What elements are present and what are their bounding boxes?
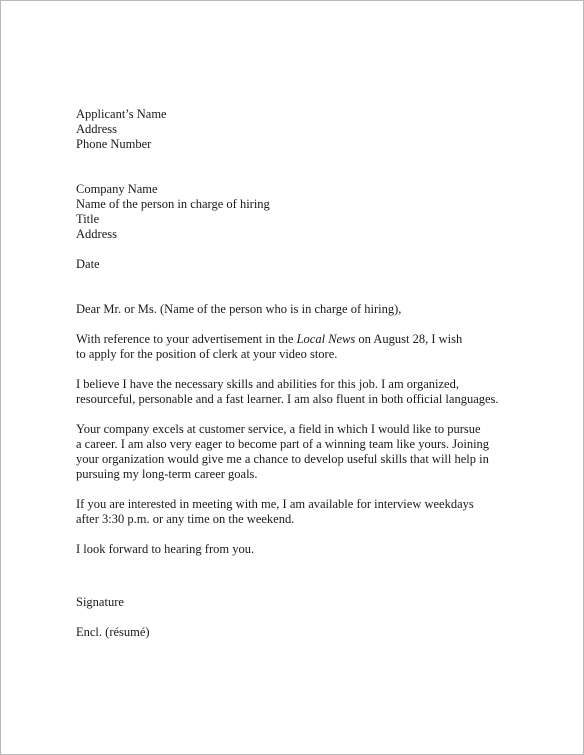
paragraph-3-line-3: your organization would give me a chance to develop useful skills that will help in — [76, 452, 489, 466]
paragraph-1 — [76, 332, 516, 362]
sender-name: Applicant’s Name — [76, 107, 167, 121]
paragraph-3-line-1: Your company excels at customer service, a field in which I would like to pursue — [76, 422, 481, 436]
salutation: Dear Mr. or Ms. (Name of the person who is in charge of hiring), — [76, 302, 402, 316]
paragraph-2-line-2: resourceful, personable and a fast learner. I am also fluent in both official languages. — [76, 392, 499, 406]
paragraph-3 — [76, 422, 516, 482]
paragraph-1-text-post: on August 28, I wish — [355, 332, 463, 346]
paragraph-2 — [76, 377, 516, 407]
paragraph-1-text-pre: With reference to your advertisement in the — [76, 332, 297, 346]
paragraph-5-line-1: I look forward to hearing from you. — [76, 542, 255, 556]
newspaper-name: Local News — [296, 332, 356, 346]
paragraph-4-line-1: If you are interested in meeting with me, I am available for interview weekdays — [76, 497, 474, 511]
sender-phone: Phone Number — [76, 137, 152, 151]
paragraph-4 — [76, 497, 516, 527]
signature: Signature — [76, 595, 124, 609]
paragraph-1-line-1 — [76, 332, 516, 347]
paragraph-4-line-2: after 3:30 p.m. or any time on the weekend. — [76, 512, 295, 526]
paragraph-5 — [76, 542, 516, 557]
paragraph-1-line-2: to apply for the position of clerk at your video store. — [76, 347, 338, 361]
sender-block — [76, 107, 516, 152]
paragraph-3-line-4: pursuing my long-term career goals. — [76, 467, 258, 481]
paragraph-2-line-1: I believe I have the necessary skills and abilities for this job. I am organized, — [76, 377, 459, 391]
recipient-block — [76, 182, 516, 242]
sender-address: Address — [76, 122, 117, 136]
paragraph-3-line-2: a career. I am also very eager to become part of a winning team like yours. Joining — [76, 437, 490, 451]
recipient-company: Company Name — [76, 182, 158, 196]
recipient-title: Title — [76, 212, 100, 226]
recipient-person: Name of the person in charge of hiring — [76, 197, 270, 211]
letter-date: Date — [76, 257, 100, 271]
recipient-address: Address — [76, 227, 117, 241]
enclosure-note: Encl. (résumé) — [76, 625, 150, 639]
letter-body — [76, 107, 516, 640]
